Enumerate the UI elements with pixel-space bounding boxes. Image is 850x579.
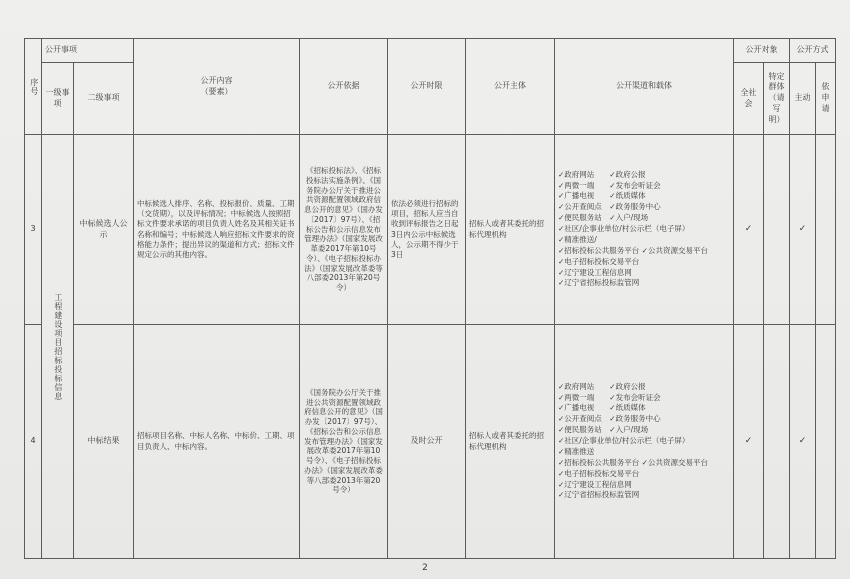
channel-line: ✓便民服务站 ✓入户/现场 bbox=[558, 213, 649, 223]
time-cell: 及时公开 bbox=[388, 325, 466, 559]
channel-line: ✓辽宁省招标投标监管网 bbox=[558, 278, 640, 288]
header-active: 主动 bbox=[790, 63, 816, 135]
channel-line: ✓辽宁省招标投标监管网 bbox=[558, 490, 640, 500]
header-basis: 公开依据 bbox=[300, 39, 388, 135]
channel-line: ✓电子招标投标交易平台 bbox=[558, 256, 640, 266]
header-society: 全社会 bbox=[734, 63, 764, 135]
society-check: ✓ bbox=[734, 325, 764, 559]
channel-line: ✓社区/企事业单位/村公示栏（电子屏） bbox=[558, 436, 690, 446]
header-level1: 一级事项 bbox=[42, 63, 74, 135]
active-check: ✓ bbox=[790, 135, 816, 325]
header-level2: 二级事项 bbox=[74, 63, 134, 135]
channel-line: ✓精准推送/ bbox=[558, 234, 597, 244]
channel-line: ✓公开查阅点 ✓政务服务中心 bbox=[558, 414, 661, 424]
channel-line: ✓政府网站 ✓政府公报 bbox=[558, 169, 646, 179]
header-audience: 公开对象 bbox=[734, 39, 790, 63]
header-request: 依申请 bbox=[816, 63, 836, 135]
header-time: 公开时限 bbox=[388, 39, 466, 135]
channel-line: ✓辽宁建设工程信息网 bbox=[558, 479, 632, 489]
channel-line: ✓辽宁建设工程信息网 bbox=[558, 267, 632, 277]
content-cell: 招标项目名称、中标人名称、中标价、工期、项目负责人、中标内容。 bbox=[134, 325, 300, 559]
request-check bbox=[816, 135, 836, 325]
row-number: 4 bbox=[25, 325, 42, 559]
society-check: ✓ bbox=[734, 135, 764, 325]
subject-cell: 招标人或者其委托的招标代理机构 bbox=[466, 135, 555, 325]
content-cell: 中标候选人排序、名称、投标报价、质量、工期（交货期），以及评标情况；中标候选人按照招标文件要求承诺的项目负责人姓名及其相关证书名称和编号；中标候选人响应招标文件要求的资格能力条件；提出异议的渠道和方式；招标文件规定公示的其他内容。 bbox=[134, 135, 300, 325]
header-specific: 特定群体（请写明） bbox=[764, 63, 790, 135]
header-row-1 bbox=[25, 39, 836, 63]
row-number: 3 bbox=[25, 135, 42, 325]
channel-line: ✓精准推送 bbox=[558, 446, 595, 456]
basis-cell: 《国务院办公厅关于推进公共资源配置领域政府信息公开的意见》（国办发〔2017〕97号）、《招标公告和公示信息发布管理办法》（国家发展改革委2017年第10号令）、《电子招标投标办法》（国家发展改革委等八部委2013年第20号令） bbox=[300, 325, 388, 559]
specific-check bbox=[764, 325, 790, 559]
channel-line: ✓公开查阅点 ✓政务服务中心 bbox=[558, 202, 661, 212]
header-seq: 序号 bbox=[25, 39, 42, 135]
channel-line: ✓便民服务站 ✓入户/现场 bbox=[558, 425, 649, 435]
basis-cell: 《招标投标法》、《招标投标法实施条例》、《国务院办公厅关于推进公共资源配置领域政府信息公开的意见》（国办发〔2017〕97号）、《招标公告和公示信息发布管理办法》（国家发展改革委2017年第10号令）、《电子招标投标办法》（国家发展改革委等八部委2013年第20号令） bbox=[300, 135, 388, 325]
channel-line: ✓社区/企事业单位/村公示栏（电子屏） bbox=[558, 224, 690, 234]
page-number: 2 bbox=[422, 563, 428, 573]
header-channel: 公开渠道和载体 bbox=[555, 39, 734, 135]
table-row bbox=[25, 325, 836, 559]
channel-line: ✓招标投标公共服务平台 ✓公共资源交易平台 bbox=[558, 245, 708, 255]
channel-line: ✓两微一端 ✓发布会听证会 bbox=[558, 392, 661, 402]
channel-line: ✓广播电视 ✓纸质媒体 bbox=[558, 403, 646, 413]
channel-cell bbox=[555, 135, 734, 325]
channel-cell bbox=[555, 325, 734, 559]
channel-line: ✓电子招标投标交易平台 bbox=[558, 468, 640, 478]
level2-cell: 中标结果 bbox=[74, 325, 134, 559]
header-method: 公开方式 bbox=[790, 39, 836, 63]
channel-line: ✓广播电视 ✓纸质媒体 bbox=[558, 191, 646, 201]
table-row bbox=[25, 135, 836, 325]
header-subject: 公开主体 bbox=[466, 39, 555, 135]
disclosure-table bbox=[24, 38, 836, 559]
request-check bbox=[816, 325, 836, 559]
channel-line: ✓政府网站 ✓政府公报 bbox=[558, 381, 646, 391]
header-item: 公开事项 bbox=[42, 39, 134, 63]
header-content: 公开内容 （要素） bbox=[134, 39, 300, 135]
channel-line: ✓招标投标公共服务平台 ✓公共资源交易平台 bbox=[558, 457, 708, 467]
subject-cell: 招标人或者其委托的招标代理机构 bbox=[466, 325, 555, 559]
level1-cell: 工程建设项目招标投标信息 bbox=[42, 135, 74, 559]
time-cell: 依法必须进行招标的项目，招标人应当自收到评标报告之日起3日内公示中标候选人，公示期不得少于3日 bbox=[388, 135, 466, 325]
specific-check bbox=[764, 135, 790, 325]
active-check: ✓ bbox=[790, 325, 816, 559]
level2-cell: 中标候选人公示 bbox=[74, 135, 134, 325]
channel-line: ✓两微一端 ✓发布会听证会 bbox=[558, 180, 661, 190]
